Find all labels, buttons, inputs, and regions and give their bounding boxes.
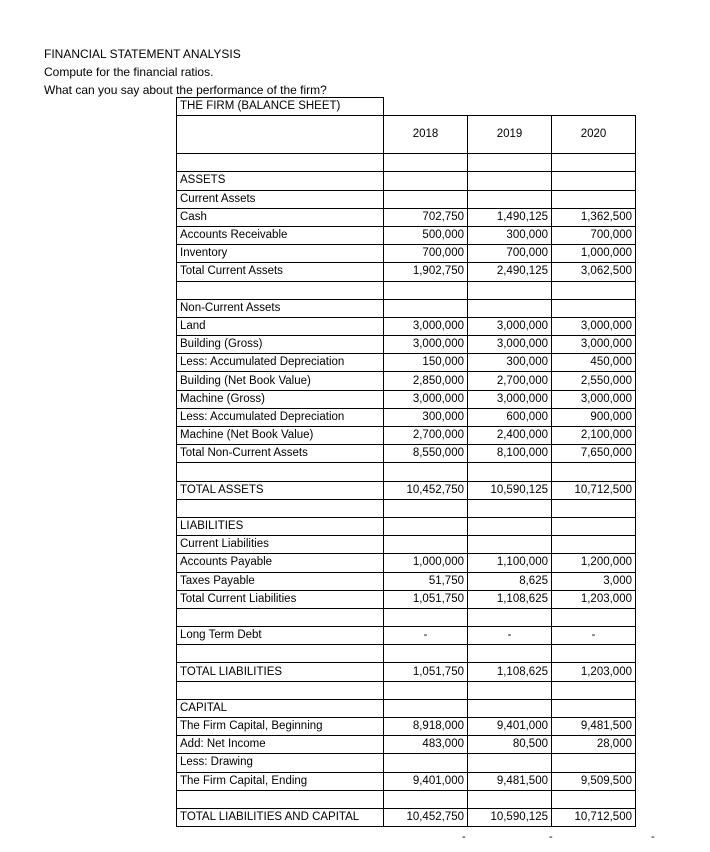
table-row: [177, 499, 636, 517]
value-cell: 1,203,000: [552, 663, 636, 681]
table-title: THE FIRM (BALANCE SHEET): [177, 98, 384, 116]
value-cell: 3,000,000: [384, 317, 468, 335]
row-label: TOTAL LIABILITIES AND CAPITAL: [177, 808, 384, 826]
table-row: [177, 554, 636, 572]
value-cell: [468, 754, 552, 772]
blank-cell: [177, 116, 384, 154]
value-cell: 51,750: [384, 572, 468, 590]
value-cell: 7,650,000: [552, 445, 636, 463]
row-label: Building (Net Book Value): [177, 372, 384, 390]
row-label: Non-Current Assets: [177, 299, 384, 317]
value-cell: [468, 681, 552, 699]
row-label: [177, 608, 384, 626]
value-cell: [384, 154, 468, 172]
table-title-row: [177, 98, 636, 116]
value-cell: [384, 536, 468, 554]
value-cell: [552, 281, 636, 299]
row-label: Cash: [177, 208, 384, 226]
table-row: [177, 699, 636, 717]
row-label: [177, 499, 384, 517]
table-row: [177, 263, 636, 281]
value-cell: 8,550,000: [384, 445, 468, 463]
value-cell: [468, 190, 552, 208]
value-cell: [552, 699, 636, 717]
value-cell: 3,000,000: [468, 390, 552, 408]
value-cell: 10,590,125: [468, 808, 552, 826]
value-cell: [468, 608, 552, 626]
value-cell: 1,100,000: [468, 554, 552, 572]
table-row: [177, 590, 636, 608]
row-label: Current Liabilities: [177, 536, 384, 554]
row-label: Total Current Liabilities: [177, 590, 384, 608]
value-cell: 2,700,000: [468, 372, 552, 390]
row-label: The Firm Capital, Beginning: [177, 718, 384, 736]
table-row: [177, 808, 636, 826]
row-label: Add: Net Income: [177, 736, 384, 754]
trailing-dash: -: [549, 831, 553, 843]
table-row: [177, 281, 636, 299]
question-line: What can you say about the performance of the firm?: [44, 83, 327, 97]
value-cell: 1,200,000: [552, 554, 636, 572]
value-cell: 2,100,000: [552, 427, 636, 445]
row-label: CAPITAL: [177, 699, 384, 717]
table-row: [177, 208, 636, 226]
row-label: [177, 681, 384, 699]
table-row: [177, 772, 636, 790]
table-row: [177, 754, 636, 772]
table-row: [177, 481, 636, 499]
row-label: Less: Accumulated Depreciation: [177, 408, 384, 426]
row-label: Current Assets: [177, 190, 384, 208]
value-cell: -: [468, 627, 552, 645]
year-header-row: [177, 116, 636, 154]
year-header: 2018: [384, 116, 468, 154]
blank-cell: [552, 98, 636, 116]
value-cell: 1,108,625: [468, 663, 552, 681]
value-cell: [468, 172, 552, 190]
table-row: [177, 463, 636, 481]
value-cell: [384, 281, 468, 299]
row-label: [177, 790, 384, 808]
value-cell: 3,062,500: [552, 263, 636, 281]
value-cell: 300,000: [468, 226, 552, 244]
value-cell: 300,000: [468, 354, 552, 372]
heading: FINANCIAL STATEMENT ANALYSIS: [44, 47, 241, 61]
value-cell: [468, 699, 552, 717]
balance-sheet-table: [176, 97, 636, 827]
table-row: [177, 390, 636, 408]
value-cell: 900,000: [552, 408, 636, 426]
value-cell: [384, 645, 468, 663]
value-cell: 1,108,625: [468, 590, 552, 608]
value-cell: 150,000: [384, 354, 468, 372]
value-cell: [468, 299, 552, 317]
value-cell: [384, 463, 468, 481]
value-cell: [384, 608, 468, 626]
value-cell: [552, 681, 636, 699]
value-cell: 3,000,000: [384, 390, 468, 408]
value-cell: 10,452,750: [384, 808, 468, 826]
table-row: [177, 190, 636, 208]
row-label: LIABILITIES: [177, 517, 384, 535]
row-label: TOTAL ASSETS: [177, 481, 384, 499]
value-cell: 1,051,750: [384, 663, 468, 681]
value-cell: 28,000: [552, 736, 636, 754]
table-row: [177, 790, 636, 808]
row-label: [177, 463, 384, 481]
value-cell: 9,401,000: [468, 718, 552, 736]
value-cell: 8,100,000: [468, 445, 552, 463]
value-cell: -: [384, 627, 468, 645]
value-cell: [384, 517, 468, 535]
table-row: [177, 608, 636, 626]
table-row: [177, 354, 636, 372]
row-label: Machine (Net Book Value): [177, 427, 384, 445]
row-label: Accounts Receivable: [177, 226, 384, 244]
value-cell: [552, 645, 636, 663]
value-cell: 3,000,000: [468, 317, 552, 335]
table-row: [177, 681, 636, 699]
value-cell: [384, 699, 468, 717]
value-cell: 9,481,500: [468, 772, 552, 790]
value-cell: 3,000,000: [384, 336, 468, 354]
value-cell: [384, 754, 468, 772]
value-cell: 450,000: [552, 354, 636, 372]
value-cell: [468, 517, 552, 535]
value-cell: [384, 499, 468, 517]
value-cell: 10,452,750: [384, 481, 468, 499]
value-cell: -: [552, 627, 636, 645]
value-cell: [384, 681, 468, 699]
trailing-dash: -: [462, 831, 466, 843]
row-label: Less: Drawing: [177, 754, 384, 772]
table-row: [177, 517, 636, 535]
value-cell: 3,000,000: [552, 317, 636, 335]
value-cell: [552, 172, 636, 190]
value-cell: 3,000: [552, 572, 636, 590]
value-cell: 1,000,000: [384, 554, 468, 572]
table-row: [177, 336, 636, 354]
table-row: [177, 408, 636, 426]
table-row: [177, 718, 636, 736]
value-cell: [552, 499, 636, 517]
value-cell: 700,000: [384, 245, 468, 263]
table-row: [177, 299, 636, 317]
table-row: [177, 645, 636, 663]
value-cell: 3,000,000: [552, 390, 636, 408]
value-cell: [552, 517, 636, 535]
value-cell: 1,051,750: [384, 590, 468, 608]
table-row: [177, 372, 636, 390]
value-cell: 10,590,125: [468, 481, 552, 499]
value-cell: [552, 790, 636, 808]
value-cell: [468, 645, 552, 663]
value-cell: 10,712,500: [552, 481, 636, 499]
row-label: Inventory: [177, 245, 384, 263]
value-cell: 2,400,000: [468, 427, 552, 445]
value-cell: 10,712,500: [552, 808, 636, 826]
table-row: [177, 154, 636, 172]
value-cell: 8,918,000: [384, 718, 468, 736]
value-cell: [552, 154, 636, 172]
value-cell: 1,000,000: [552, 245, 636, 263]
row-label: [177, 645, 384, 663]
table-row: [177, 445, 636, 463]
row-label: TOTAL LIABILITIES: [177, 663, 384, 681]
value-cell: 2,700,000: [384, 427, 468, 445]
value-cell: [552, 608, 636, 626]
value-cell: [552, 190, 636, 208]
row-label: ASSETS: [177, 172, 384, 190]
value-cell: [552, 463, 636, 481]
value-cell: [468, 536, 552, 554]
row-label: Accounts Payable: [177, 554, 384, 572]
value-cell: 9,481,500: [552, 718, 636, 736]
row-label: Less: Accumulated Depreciation: [177, 354, 384, 372]
row-label: Land: [177, 317, 384, 335]
table-row: [177, 663, 636, 681]
value-cell: [552, 754, 636, 772]
value-cell: 80,500: [468, 736, 552, 754]
value-cell: 600,000: [468, 408, 552, 426]
value-cell: 1,203,000: [552, 590, 636, 608]
table-row: [177, 572, 636, 590]
year-header: 2020: [552, 116, 636, 154]
value-cell: 1,362,500: [552, 208, 636, 226]
year-header: 2019: [468, 116, 552, 154]
table-row: [177, 245, 636, 263]
row-label: Total Current Assets: [177, 263, 384, 281]
value-cell: 2,550,000: [552, 372, 636, 390]
value-cell: 500,000: [384, 226, 468, 244]
value-cell: [384, 190, 468, 208]
value-cell: 9,401,000: [384, 772, 468, 790]
table-row: [177, 317, 636, 335]
value-cell: [552, 536, 636, 554]
value-cell: [468, 499, 552, 517]
value-cell: 8,625: [468, 572, 552, 590]
value-cell: [468, 154, 552, 172]
value-cell: 1,490,125: [468, 208, 552, 226]
row-label: [177, 281, 384, 299]
value-cell: [468, 790, 552, 808]
table-row: [177, 536, 636, 554]
table-row: [177, 226, 636, 244]
value-cell: [384, 790, 468, 808]
value-cell: 700,000: [468, 245, 552, 263]
value-cell: [384, 172, 468, 190]
value-cell: 3,000,000: [468, 336, 552, 354]
table-row: [177, 172, 636, 190]
trailing-dash: -: [651, 831, 655, 843]
row-label: Building (Gross): [177, 336, 384, 354]
row-label: Total Non-Current Assets: [177, 445, 384, 463]
table-row: [177, 736, 636, 754]
row-label: Taxes Payable: [177, 572, 384, 590]
value-cell: 3,000,000: [552, 336, 636, 354]
instruction-line: Compute for the financial ratios.: [44, 65, 214, 79]
row-label: [177, 154, 384, 172]
blank-cell: [468, 98, 552, 116]
row-label: Machine (Gross): [177, 390, 384, 408]
value-cell: 2,490,125: [468, 263, 552, 281]
table-row: [177, 427, 636, 445]
value-cell: [552, 299, 636, 317]
value-cell: 2,850,000: [384, 372, 468, 390]
row-label: Long Term Debt: [177, 627, 384, 645]
table-row: [177, 627, 636, 645]
value-cell: 9,509,500: [552, 772, 636, 790]
blank-cell: [384, 98, 468, 116]
row-label: The Firm Capital, Ending: [177, 772, 384, 790]
value-cell: [384, 299, 468, 317]
value-cell: [468, 281, 552, 299]
instructions: [44, 45, 327, 99]
value-cell: 700,000: [552, 226, 636, 244]
value-cell: 1,902,750: [384, 263, 468, 281]
value-cell: 300,000: [384, 408, 468, 426]
value-cell: 483,000: [384, 736, 468, 754]
value-cell: [468, 463, 552, 481]
value-cell: 702,750: [384, 208, 468, 226]
